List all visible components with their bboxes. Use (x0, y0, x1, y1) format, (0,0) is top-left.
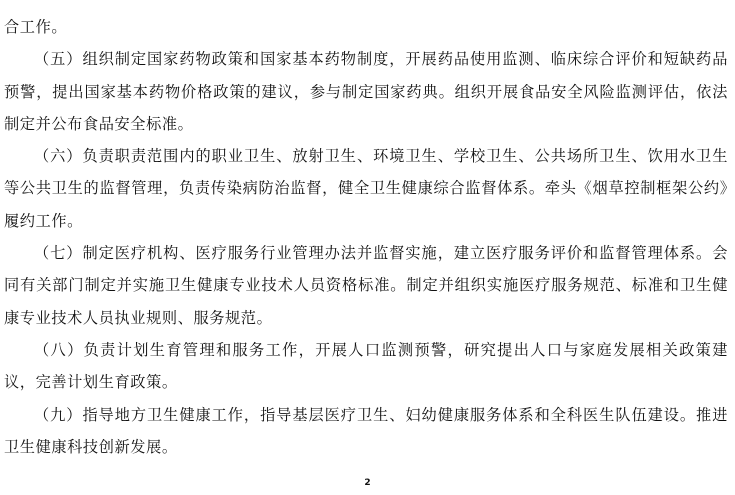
paragraph-item-6: （六）负责职责范围内的职业卫生、放射卫生、环境卫生、学校卫生、公共场所卫生、饮用水卫生等公共卫生的监督管理，负责传染病防治监督，健全卫生健康综合监督体系。牵头《烟草控制框架公约》履约工作。 (4, 147, 728, 230)
paragraph-item-9: （九）指导地方卫生健康工作，指导基层医疗卫生、妇幼健康服务体系和全科医生队伍建设。推进卫生健康科技创新发展。 (4, 405, 728, 456)
document-body (4, 11, 728, 463)
paragraph-item-5: （五）组织制定国家药物政策和国家基本药物制度，开展药品使用监测、临床综合评价和短缺药品预警，提出国家基本药物价格政策的建议，参与制定国家药典。组织开展食品安全风险监测评估，依法制定并公布食品安全标准。 (4, 50, 728, 133)
paragraph-item-7: （七）制定医疗机构、医疗服务行业管理办法并监督实施，建立医疗服务评价和监督管理体系。会同有关部门制定并实施卫生健康专业技术人员资格标准。制定并组织实施医疗服务规范、标准和卫生健康专业技术人员执业规则、服务规范。 (4, 244, 728, 327)
paragraph-item-8: （八）负责计划生育管理和服务工作，开展人口监测预警，研究提出人口与家庭发展相关政策建议，完善计划生育政策。 (4, 340, 728, 392)
page-number: 2 (364, 478, 371, 488)
paragraph-continuation: 合工作。 (4, 18, 68, 36)
